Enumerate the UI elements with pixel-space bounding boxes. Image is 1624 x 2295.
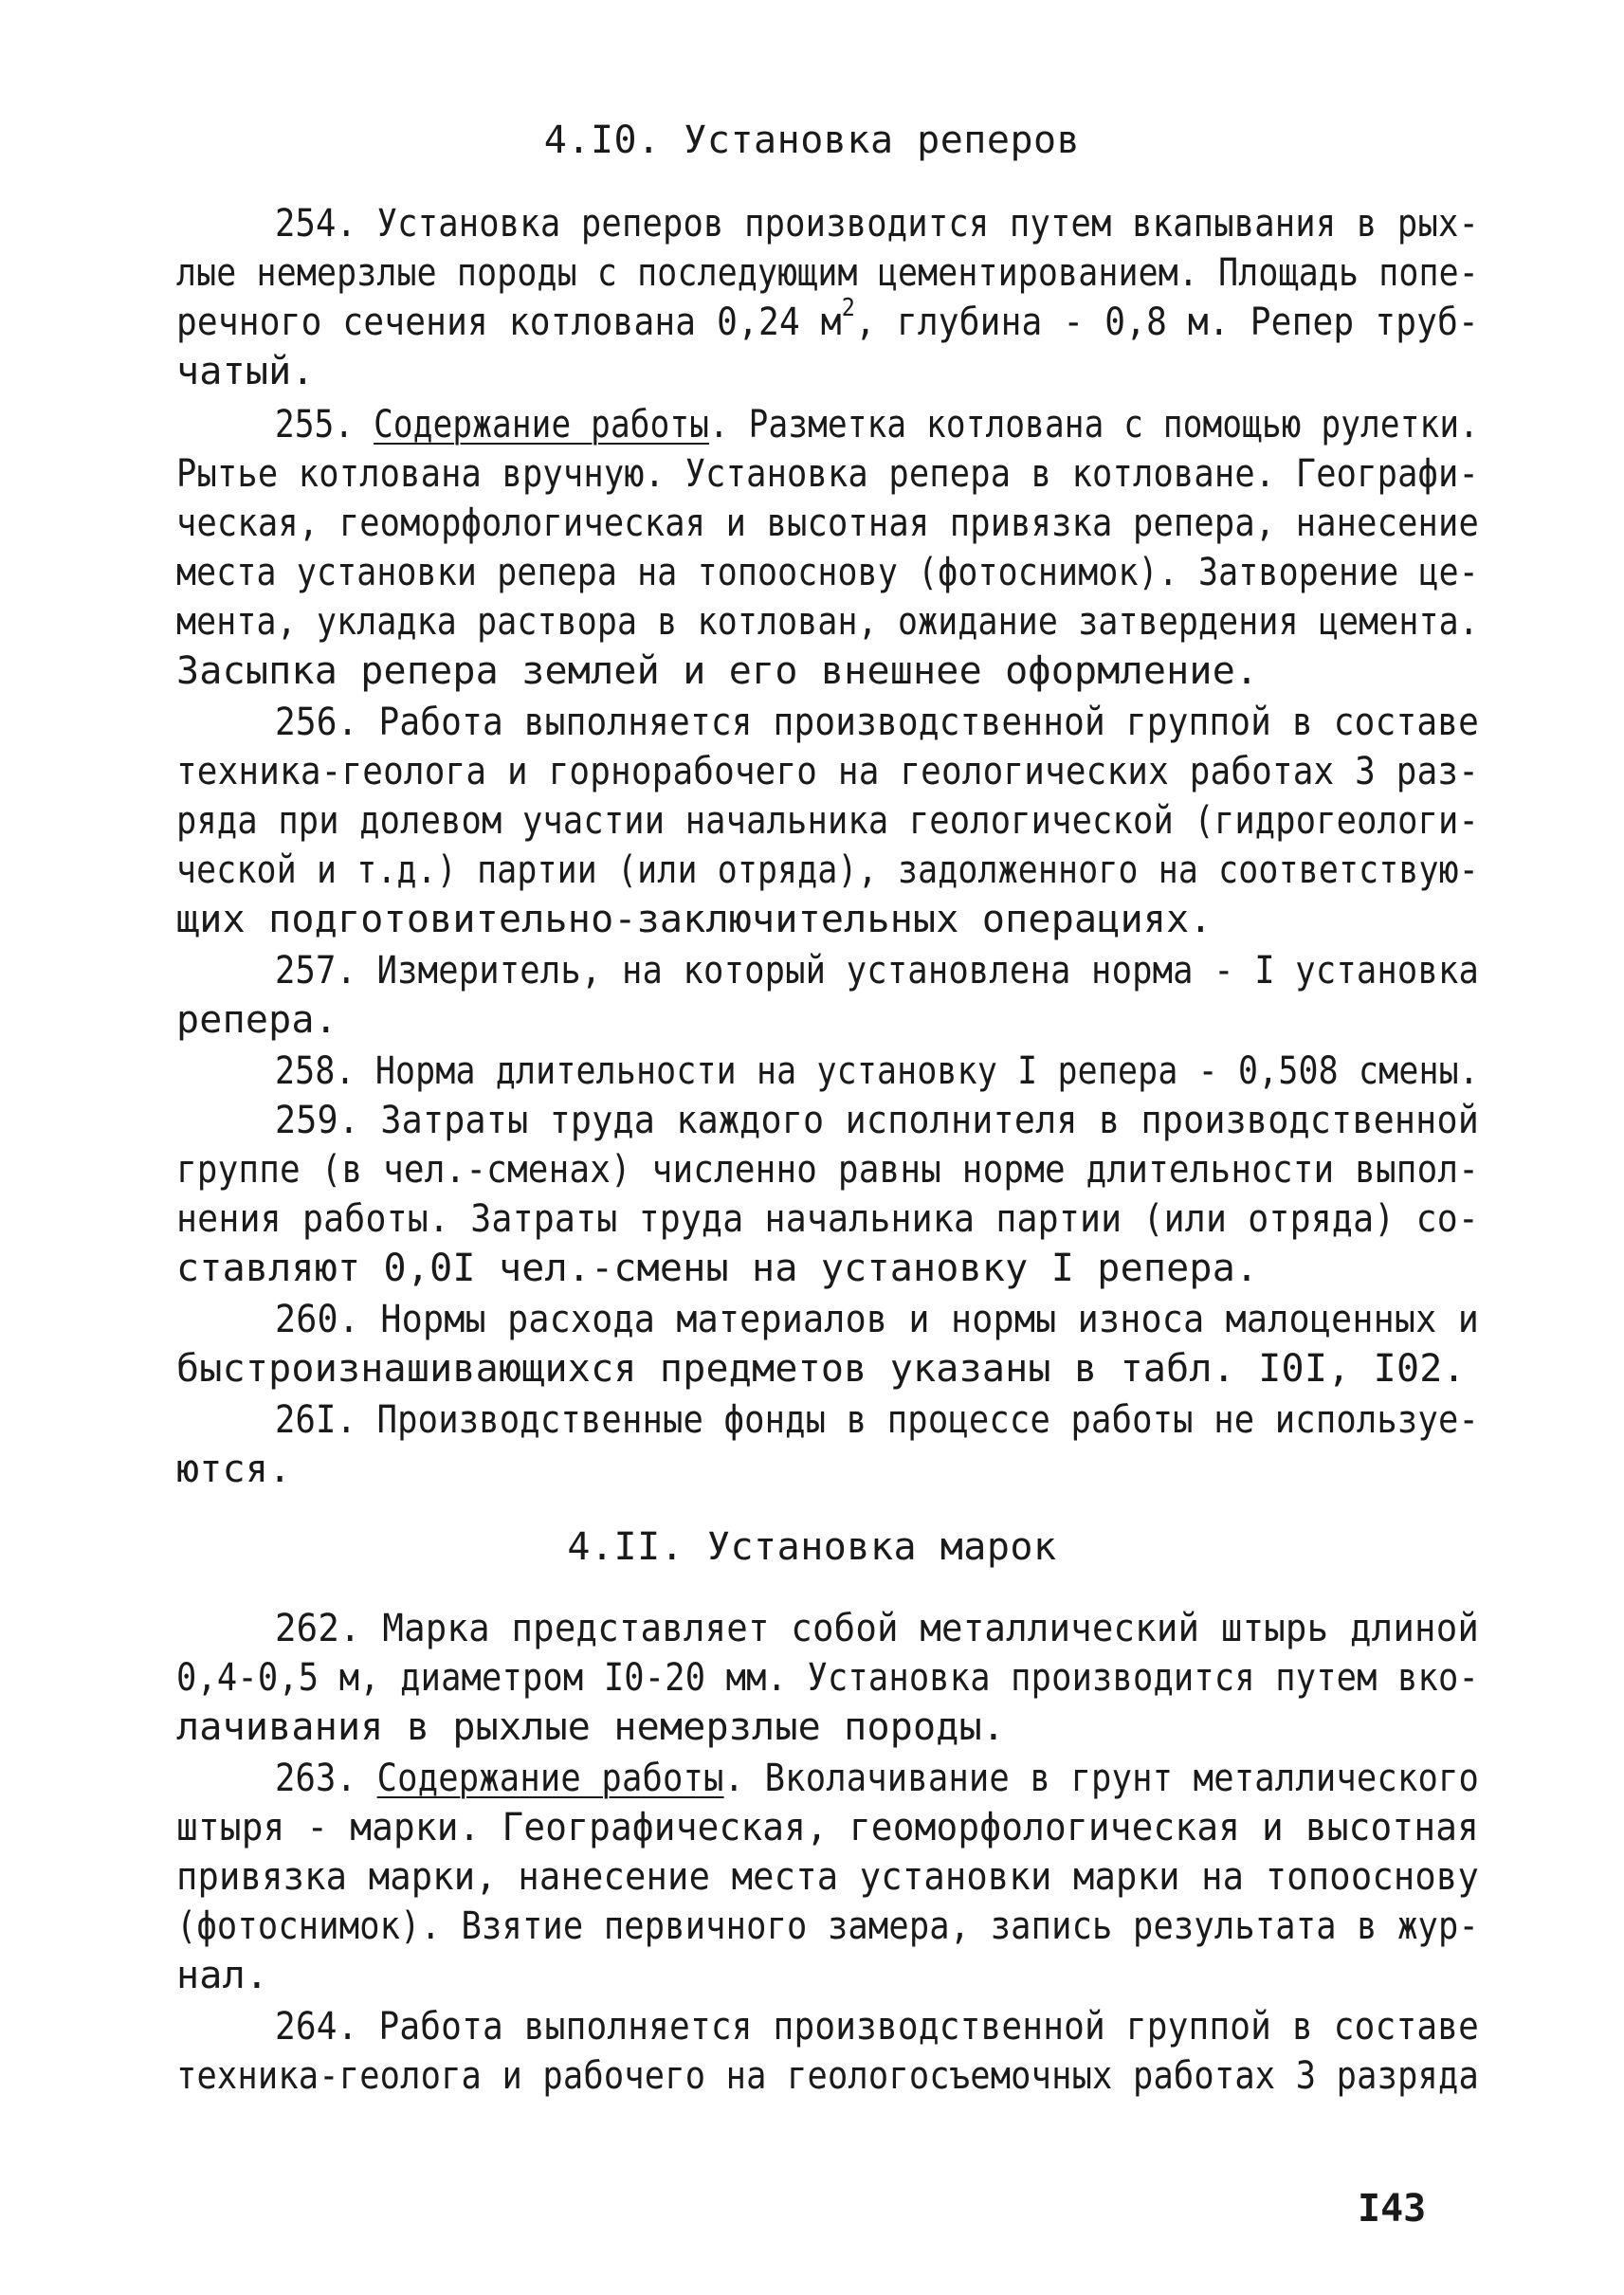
paragraph-256-line-4: ческой и т.д.) партии (или отряда), задолженного на соответствую- [176, 848, 1479, 892]
paragraph-263-line-1 [275, 1754, 1479, 1803]
paragraph-254-line-3-pre: речного сечения котлована 0,24 м [176, 301, 842, 344]
paragraph-263-line-5: нал. [176, 1954, 269, 1997]
paragraph-259-line-4: ставляют 0,0I чел.-смены на установку I репера. [176, 1247, 1259, 1290]
paragraph-263-line-4: (фотоснимок). Взятие первичного замера, запись результата в жур- [176, 1904, 1479, 1948]
paragraph-255-number: 255. [275, 403, 374, 446]
paragraph-258-line-1: 258. Норма длительности на установку I репера - 0,508 смены. [275, 1049, 1479, 1093]
paragraph-261-line-2: ются. [176, 1448, 292, 1491]
paragraph-257-line-2: репера. [176, 998, 338, 1042]
paragraph-263-line-1-rest: . Вколачивание в грунт металлического [723, 1757, 1480, 1800]
paragraph-256-line-2: техника-геолога и горнорабочего на геологических работах 3 раз- [176, 750, 1480, 793]
paragraph-255-line-5: мента, укладка раствора в котлован, ожидание затвердения цемента. [176, 600, 1479, 644]
paragraph-256-line-1: 256. Работа выполняется производственной группой в составе [275, 701, 1480, 744]
paragraph-254-line-1: 254. Установка реперов производится путем вкапывания в рых- [275, 202, 1480, 246]
paragraph-263-number: 263. [275, 1757, 377, 1800]
paragraph-254-line-3-post: , глубина - 0,8 м. Репер труб- [855, 301, 1479, 344]
paragraph-264-line-2: техника-геолога и рабочего на геологосъемочных работах 3 разряда [176, 2054, 1479, 2098]
content-of-work-label: Содержание работы [374, 403, 710, 446]
paragraph-254-line-2: лые немерзлые породы с последующим цементированием. Площадь попе- [176, 251, 1479, 295]
paragraph-262-line-3: лачивания в рыхлые немерзлые породы. [176, 1705, 1006, 1749]
section-heading: 4.I0. Установка реперов [543, 118, 1081, 162]
paragraph-260-line-1: 260. Нормы расхода материалов и нормы износа малоценных и [275, 1298, 1480, 1341]
paragraph-261-line-1: 26I. Производственные фонды в процессе работы не используе- [275, 1398, 1480, 1442]
paragraph-256-line-3: ряда при долевом участии начальника геологической (гидрогеологи- [176, 799, 1479, 843]
paragraph-262-line-1: 262. Марка представляет собой металлический штырь длиной [275, 1607, 1480, 1650]
paragraph-255-line-4: места установки репера на топооснову (фотоснимок). Затворение це- [176, 551, 1479, 594]
paragraph-255-line-1 [275, 400, 1479, 449]
paragraph-255-line-3: ческая, геоморфологическая и высотная привязка репера, нанесение [176, 501, 1479, 545]
paragraph-254-line-4: чатый. [176, 350, 315, 393]
content-of-work-label: Содержание работы [376, 1757, 724, 1800]
paragraph-263-line-3: привязка марки, нанесение места установки марки на топооснову [176, 1855, 1479, 1899]
paragraph-256-line-5: щих подготовительно-заключительных операциях. [176, 898, 1213, 941]
paragraph-263-line-2: штыря - марки. Географическая, геоморфологическая и высотная [176, 1806, 1480, 1849]
page-number: I43 [1358, 2187, 1427, 2231]
paragraph-264-line-1: 264. Работа выполняется производственной группой в составе [275, 2005, 1480, 2049]
paragraph-262-line-2: 0,4-0,5 м, диаметром I0-20 мм. Установка производится путем вко- [176, 1656, 1479, 1700]
section-heading: 4.II. Установка марок [567, 1525, 1057, 1569]
paragraph-257-line-1: 257. Измеритель, на который установлена норма - I установка [275, 949, 1480, 993]
paragraph-255-line-2: Рытье котлована вручную. Установка репера в котловане. Географи- [176, 452, 1479, 496]
paragraph-255-line-6: Засыпка репера землей и его внешнее оформление. [176, 649, 1259, 693]
paragraph-259-line-2: группе (в чел.-сменах) численно равны норме длительности выпол- [176, 1148, 1480, 1192]
paragraph-260-line-2: быстроизнашивающихся предметов указаны в табл. I0I, I02. [176, 1347, 1466, 1391]
paragraph-259-line-1: 259. Затраты труда каждого исполнителя в производственной [275, 1099, 1480, 1142]
superscript-2: 2 [841, 293, 856, 322]
paragraph-255-line-1-rest: . Разметка котлована с помощью рулетки. [709, 403, 1479, 446]
paragraph-259-line-3: нения работы. Затраты труда начальника партии (или отряда) со- [176, 1197, 1480, 1241]
paragraph-254-line-3 [176, 293, 1479, 347]
